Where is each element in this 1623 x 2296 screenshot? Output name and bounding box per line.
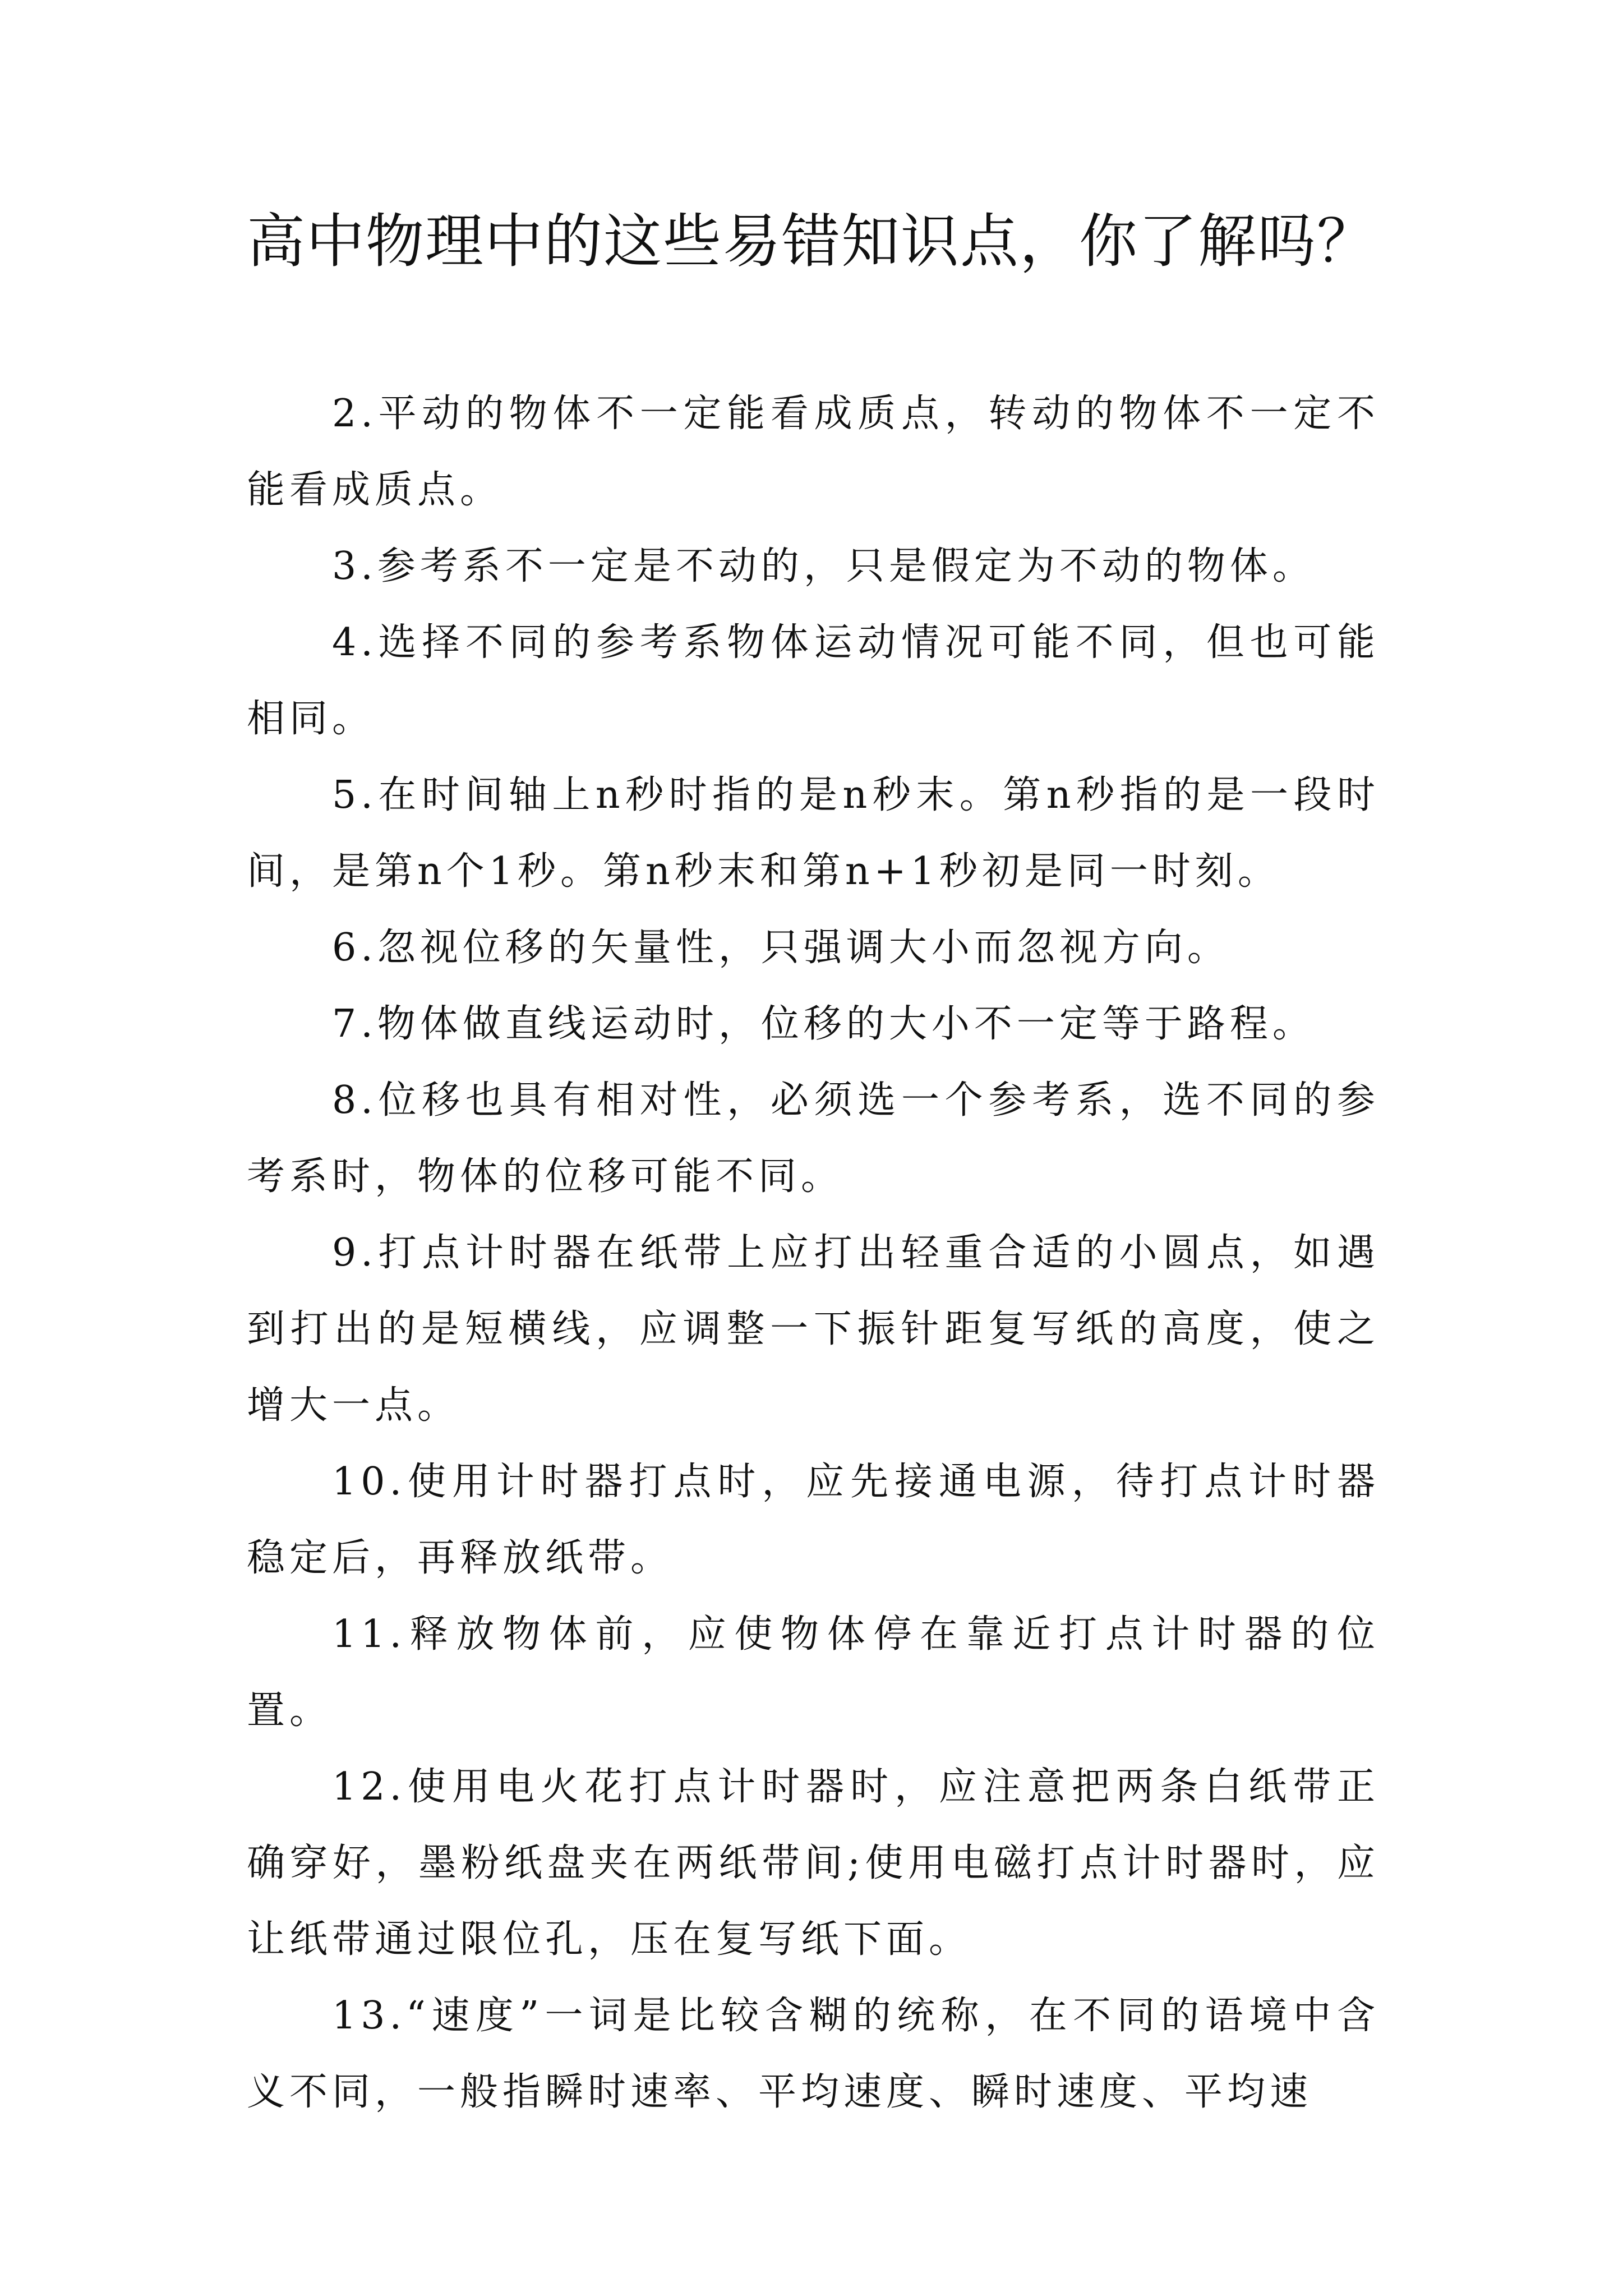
document-title: 高中物理中的这些易错知识点，你了解吗？	[247, 207, 1377, 275]
paragraph-13: 13.“速度”一词是比较含糊的统称，在不同的语境中含义不同，一般指瞬时速率、平均速度、瞬时速度、平均速	[247, 1994, 1380, 2114]
paragraph-9: 9.打点计时器在纸带上应打出轻重合适的小圆点，如遇到打出的是短横线，应调整一下振针距复写纸的高度，使之增大一点。	[247, 1231, 1380, 1428]
paragraph-10: 10.使用计时器打点时，应先接通电源，待打点计时器稳定后，再释放纸带。	[247, 1460, 1380, 1580]
paragraph-6: 6.忽视位移的矢量性，只强调大小而忽视方向。	[332, 926, 1230, 970]
paragraph-4: 4.选择不同的参考系物体运动情况可能不同，但也可能相同。	[247, 620, 1380, 741]
paragraph-3: 3.参考系不一定是不动的，只是假定为不动的物体。	[332, 544, 1315, 588]
paragraph-8: 8.位移也具有相对性，必须选一个参考系，选不同的参考系时，物体的位移可能不同。	[247, 1078, 1380, 1199]
document-body	[247, 376, 1380, 2131]
paragraph-7: 7.物体做直线运动时，位移的大小不一定等于路程。	[332, 1002, 1315, 1046]
paragraph-5: 5.在时间轴上n秒时指的是n秒末。第n秒指的是一段时间，是第n个1秒。第n秒末和第n+1秒初是同一时刻。	[247, 773, 1380, 894]
paragraph-12: 12.使用电火花打点计时器时，应注意把两条白纸带正确穿好，墨粉纸盘夹在两纸带间;使用电磁打点计时器时，应让纸带通过限位孔，压在复写纸下面。	[247, 1765, 1380, 1962]
paragraph-11: 11.释放物体前，应使物体停在靠近打点计时器的位置。	[247, 1612, 1380, 1733]
paragraph-2: 2.平动的物体不一定能看成质点，转动的物体不一定不能看成质点。	[247, 392, 1380, 512]
